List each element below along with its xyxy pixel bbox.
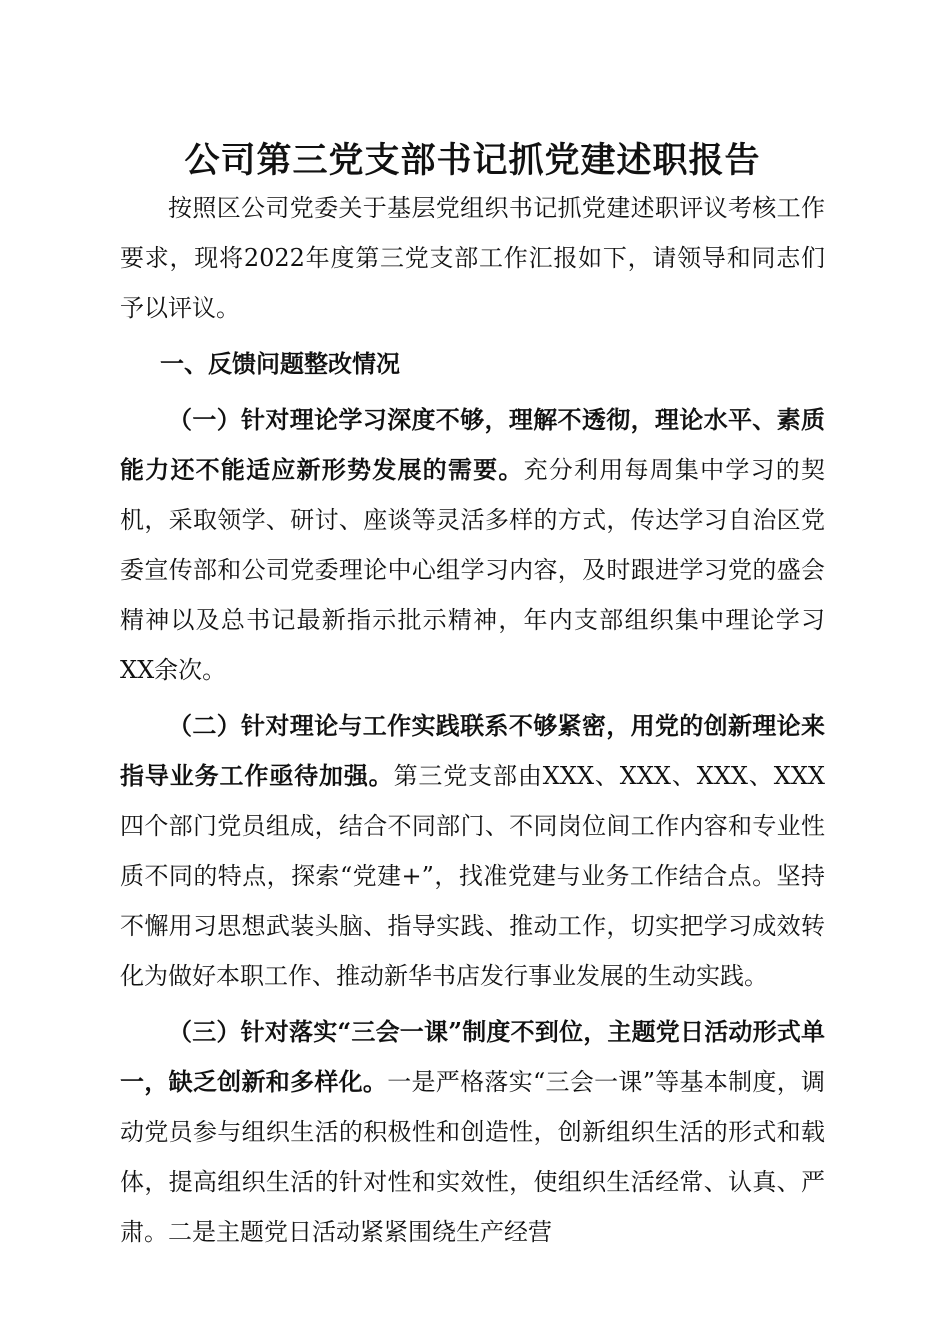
item-1-lead: （一）针对理论学习深度不够，理解不透彻，理论水平、素质能力还不能适应新形势发展的需要。 xyxy=(120,405,825,484)
item-3-lead: （三）针对落实“三会一课”制度不到位，主题党日活动形式单一，缺乏创新和多样化。 xyxy=(120,1017,825,1096)
intro-paragraph: 按照区公司党委关于基层党组织书记抓党建述职评议考核工作要求，现将2022年度第三党支部工作汇报如下，请领导和同志们予以评议。 xyxy=(120,194,825,322)
section-item-3 xyxy=(120,1007,825,1257)
section-heading: 一、反馈问题整改情况 xyxy=(160,349,400,378)
document-title: 公司第三党支部书记抓党建述职报告 xyxy=(184,140,761,181)
item-1-body: 充分利用每周集中学习的契机，采取领学、研讨、座谈等灵活多样的方式，传达学习自治区党委宣传部和公司党委理论中心组学习内容，及时跟进学习党的盛会精神以及总书记最新指示批示精神，年内支部组织集中理论学习XX余次。 xyxy=(120,456,826,684)
item-3-body: 一是严格落实“三会一课”等基本制度，调动党员参与组织生活的积极性和创造性，创新组织生活的形式和载体，提高组织生活的针对性和实效性，使组织生活经常、认真、严肃。二是主题党日活动紧紧围绕生产经营 xyxy=(120,1068,826,1246)
section-item-1 xyxy=(120,395,825,695)
section-item-2 xyxy=(120,701,825,1001)
item-2-body: 第三党支部由XXX、XXX、XXX、XXX四个部门党员组成，结合不同部门、不同岗位间工作内容和专业性质不同的特点，探索“党建+”，找准党建与业务工作结合点。坚持不懈用习思想武装头脑、指导实践、推动工作，切实把学习成效转化为做好本职工作、推动新华书店发行事业发展的生动实践。 xyxy=(120,762,826,990)
document-body xyxy=(120,133,825,1257)
item-2-lead: （二）针对理论与工作实践联系不够紧密，用党的创新理论来指导业务工作亟待加强。 xyxy=(120,711,825,790)
